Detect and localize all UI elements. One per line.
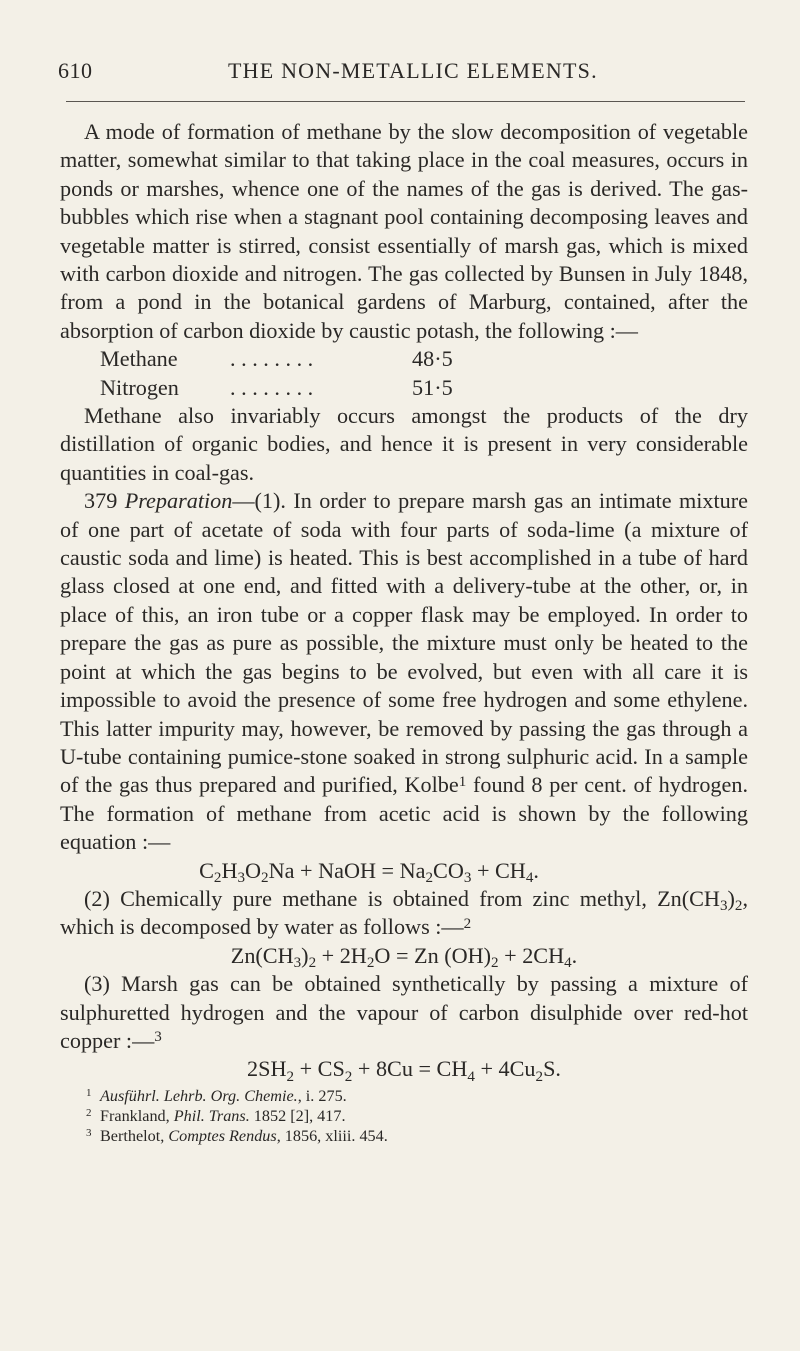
- footnote-author: Berthelot,: [100, 1126, 169, 1145]
- footnote-reference: 1: [458, 773, 467, 790]
- composition-dots: . . . . . . . .: [230, 346, 314, 372]
- footnote-citation: 1852 [2], 417.: [249, 1106, 346, 1125]
- footnote-mark: 1: [86, 1086, 92, 1099]
- equation-zinc-methyl: $Zn(CH_3)_2 + 2H_2O = Zn$ $(OH)_2 + 2CH_4$.: [230, 942, 578, 971]
- composition-dots: . . . . . . . .: [230, 374, 314, 400]
- section-number: 379: [84, 488, 118, 514]
- composition-table: [60, 345, 748, 402]
- preparation-text: —(1). In order to prepare marsh gas an intimate mixture of one part of acetate of soda with four parts of soda-lime (a mixture of caustic soda and lime) is heated. This is best accomplished in a tube of hard glass closed at one end, and fitted with a delivery-tube at the other, or, in place of this, an iron tube or a copper flask may be employed. In order to prepare the gas as pure as possible, the mixture must only be heated to the point at which the gas begins to be evolved, but even with all care it is impossible to avoid the presence of some free hydrogen and some ethylene. This latter impurity may, however, be removed by passing the gas through a U-tube containing pumice-stone soaked in strong sulphuric acid. In a sample of the gas thus prepared and purified, Kolbe: [60, 488, 749, 798]
- composition-name: Methane: [100, 346, 178, 372]
- footnote-3: [60, 1126, 748, 1146]
- composition-name: Nitrogen: [100, 374, 179, 400]
- footnote-1: [60, 1086, 748, 1106]
- composition-value: 51·5: [412, 374, 453, 400]
- synthetic-text: (3) Marsh gas can be obtained synthetically by passing a mixture of sulphuretted hydrogen and the vapour of carbon disulphide over red-hot copper :—: [60, 971, 748, 1053]
- footnote-citation: , i. 275.: [297, 1086, 347, 1105]
- equation-synthesis: $2SH_2 + CS_2 + 8Cu = CH_4 + 4Cu_2S$.: [247, 1056, 561, 1085]
- preparation-text-continued: found 8 per cent. of hydrogen. The formation of methane from acetic acid is shown by the following equation :—: [60, 772, 748, 855]
- running-title: THE NON-METALLIC ELEMENTS.: [228, 58, 598, 83]
- composition-value: 48·5: [412, 346, 453, 372]
- composition-row-methane: [60, 345, 748, 373]
- footnote-author: Frankland,: [100, 1106, 174, 1125]
- footnote-citation: , 1856, xliii. 454.: [276, 1126, 388, 1145]
- footnote-source: Phil. Trans.: [173, 1106, 250, 1125]
- paragraph-synthetic: [60, 970, 748, 1055]
- paragraph-coal-gas: Methane also invariably occurs amongst the products of the dry distillation of organic bodies, and hence it is present in very considerable quantities in coal-gas.: [60, 403, 748, 485]
- page-number: 610: [58, 58, 93, 83]
- section-heading: Preparation: [124, 488, 233, 514]
- header-rule: [66, 101, 745, 102]
- paragraph-preparation: [60, 487, 748, 856]
- footnote-mark: 3: [86, 1126, 92, 1139]
- footnote-reference: 2: [463, 915, 472, 932]
- footnote-mark: 2: [86, 1106, 92, 1119]
- page-body: [60, 118, 748, 1146]
- footnote-source: Ausführl. Lehrb. Org. Chemie.: [100, 1086, 298, 1105]
- footnote-reference: 3: [154, 1029, 162, 1046]
- equation-acetate: $C_2H_3O_2Na$ + NaOH = $Na_2CO_3 + CH_4$.: [199, 857, 539, 886]
- paragraph-marsh-gas-formation: A mode of formation of methane by the slow decomposition of vegetable matter, somewhat similar to that taking place in the coal measures, occurs in ponds or marshes, whence one of the names of the gas is derived. The gas-bubbles which rise when a stagnant pool containing decomposing leaves and vegetable matter is stirred, consist essentially of marsh gas, which is mixed with carbon dioxide and nitrogen. The gas collected by Bunsen in July 1848, from a pond in the botanical gardens of Marburg, contained, after the absorption of carbon dioxide by caustic potash, the following :—: [60, 119, 748, 343]
- paragraph-zinc-methyl: (2) Chemically pure methane is obtained from zinc methyl, $Zn(CH_3)_2$, which is decomposed by water as follows :—$^2$: [60, 885, 748, 940]
- composition-row-nitrogen: [60, 374, 748, 402]
- footnote-source: Comptes Rendus: [168, 1126, 277, 1145]
- footnote-2: [60, 1106, 748, 1126]
- footnotes: [60, 1086, 748, 1146]
